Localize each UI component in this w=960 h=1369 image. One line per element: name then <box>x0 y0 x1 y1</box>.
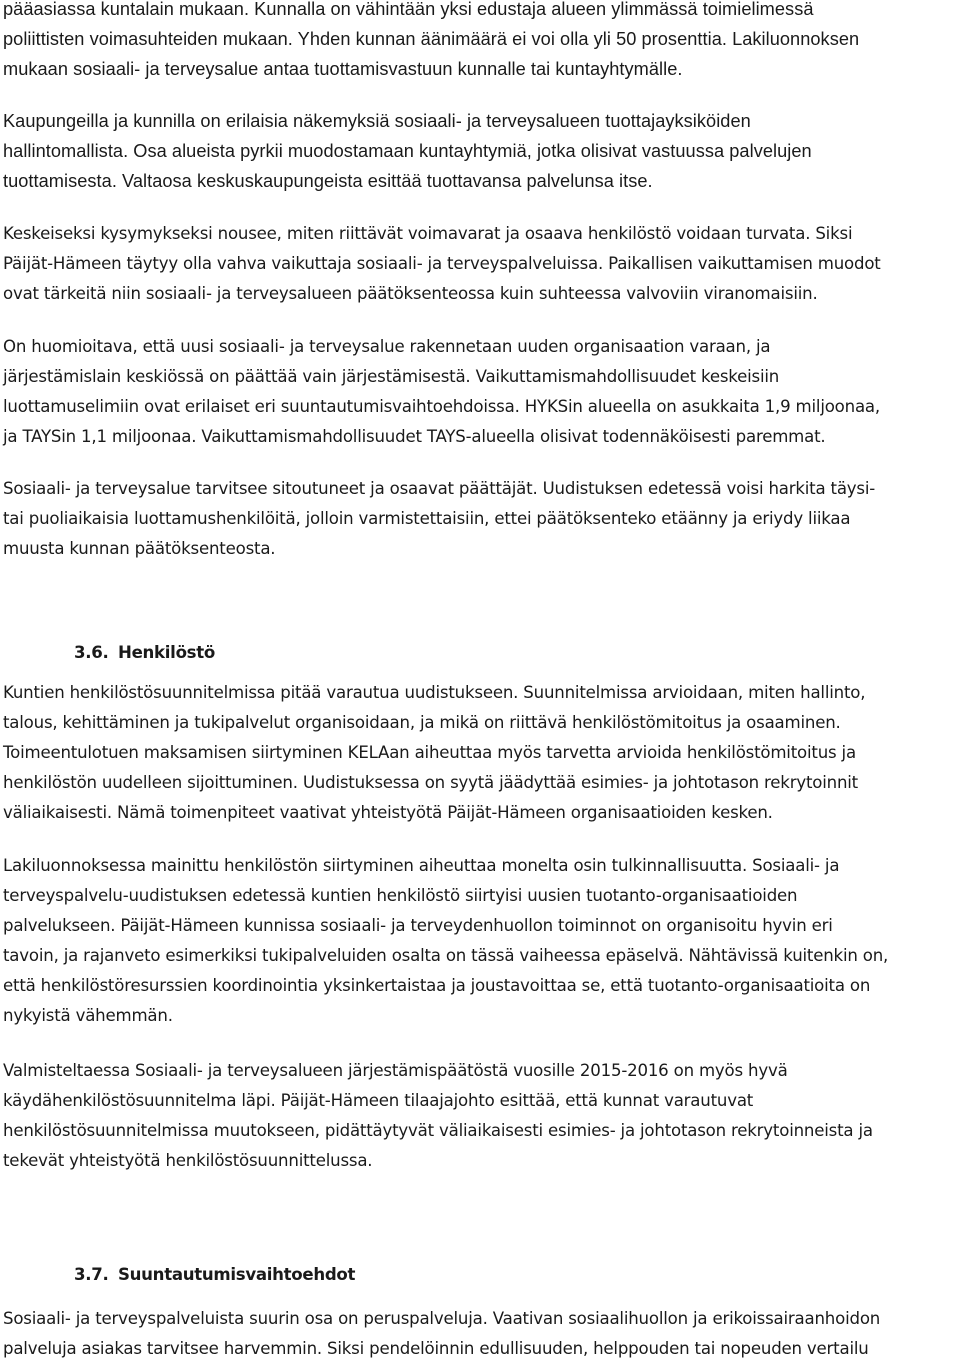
paragraph: Valmisteltaessa Sosiaali- ja terveysalueen järjestämispäätöstä vuosille 2015-2016 on myös hyvä käydähenkilöstösuunnitelma läpi. Päijät-Hämeen tilaajajohto esittää, että kunnat varautuvat henkilöstösuunnitelmissa muutokseen, pidättäytyvät väliaikaisesti esimies- ja johtotason rekrytoinneista ja tekevät yhteistyötä henkilöstösuunnittelussa. <box>3 1061 873 1170</box>
section-number: 3.7. <box>74 1265 109 1284</box>
section-number: 3.6. <box>74 643 109 662</box>
paragraph: Kuntien henkilöstösuunnitelmissa pitää varautua uudistukseen. Suunnitelmissa arvioidaan, miten hallinto, talous, kehittäminen ja tukipalvelut organisoidaan, ja mikä on riittävä henkilöstömitoitus ja osaaminen. Toimeentulotuen maksamisen siirtyminen KELAan aiheuttaa myös tarvetta arvioida henkilöstömitoitus ja henkilöstön uudelleen sijoittuminen. Uudistuksessa on syytä jäädyttää esimies- ja johtotason rekrytoinnit väliaikaisesti. Nämä toimenpiteet vaativat yhteistyötä Päijät-Hämeen organisaatioiden kesken. <box>3 683 866 822</box>
paragraph: On huomioitava, että uusi sosiaali- ja terveysalue rakennetaan uuden organisaation varaan, ja järjestämislain keskiössä on päättää vain järjestämisestä. Vaikuttamismahdollisuudet keskeisiin luottamuselimiin ovat erilaiset eri suuntautumisvaihtoehdoissa. HYKSin alueella on asukkaita 1,9 miljoonaa, ja TAYSin 1,1 miljoonaa. Vaikuttamismahdollisuudet TAYS-alueella olisivat todennäköisesti paremmat. <box>3 337 880 446</box>
paragraph: Sosiaali- ja terveysalue tarvitsee sitoutuneet ja osaavat päättäjät. Uudistuksen edetessä voisi harkita täysi- tai puoliaikaisia luottamushenkilöitä, jolloin varmistettaisiin, ettei päätöksenteko etäänny ja eriydy liikaa muusta kunnan päätöksenteosta. <box>3 479 876 558</box>
section-title: Henkilöstö <box>118 643 215 662</box>
paragraph: Kaupungeilla ja kunnilla on erilaisia näkemyksiä sosiaali- ja terveysalueen tuottajayksiköiden hallintomallista. Osa alueista pyrkii muodostamaan kuntayhtymiä, jotka olisivat vastuussa palvelujen tuottamisesta. Valtaosa keskuskaupungeista esittää tuottavansa palvelunsa itse. <box>3 111 812 191</box>
paragraph: Sosiaali- ja terveyspalveluista suurin osa on peruspalveluja. Vaativan sosiaalihuollon ja erikoissairaanhoidon palveluja asiakas tarvitsee harvemmin. Siksi pendelöinnin edullisuuden, helppouden tai nopeuden vertailu <box>3 1309 881 1358</box>
paragraph: pääasiassa kuntalain mukaan. Kunnalla on vähintään yksi edustaja alueen ylimmässä toimielimessä poliittisten voimasuhteiden mukaan. Yhden kunnan äänimäärä ei voi olla yli 50 prosenttia. Lakiluonnoksen mukaan sosiaali- ja terveysalue antaa tuottamisvastuun kunnalle tai kuntayhtymälle. <box>3 0 860 79</box>
paragraph: Lakiluonnoksessa mainittu henkilöstön siirtyminen aiheuttaa monelta osin tulkinnallisuutta. Sosiaali- ja terveyspalvelu-uudistuksen edetessä kuntien henkilöstö siirtyisi uusien tuotanto-organisaatioiden palvelukseen. Päijät-Hämeen kunnissa sosiaali- ja terveydenhuollon toiminnot on organisoitu hyvin eri tavoin, ja rajanveto esimerkiksi tukipalveluiden osalta on tässä vaiheessa epäselvä. Nähtävissä kuitenkin on, että henkilöstöresurssien koordinointia yksinkertaistaa ja joustavoittaa se, että tuotanto-organisaatioita on nykyistä vähemmän. <box>3 856 889 1025</box>
section-heading-3-7 <box>74 1260 355 1290</box>
paragraph: Keskeiseksi kysymykseksi nousee, miten riittävät voimavarat ja osaava henkilöstö voidaan turvata. Siksi Päijät-Hämeen täytyy olla vahva vaikuttaja sosiaali- ja terveyspalveluissa. Paikallisen vaikuttamisen muodot ovat tärkeitä niin sosiaali- ja terveysalueen päätöksenteossa kuin suhteessa valvoviin viranomaisiin. <box>3 224 881 303</box>
section-heading-3-6 <box>74 638 215 668</box>
section-title: Suuntautumisvaihtoehdot <box>118 1265 356 1284</box>
